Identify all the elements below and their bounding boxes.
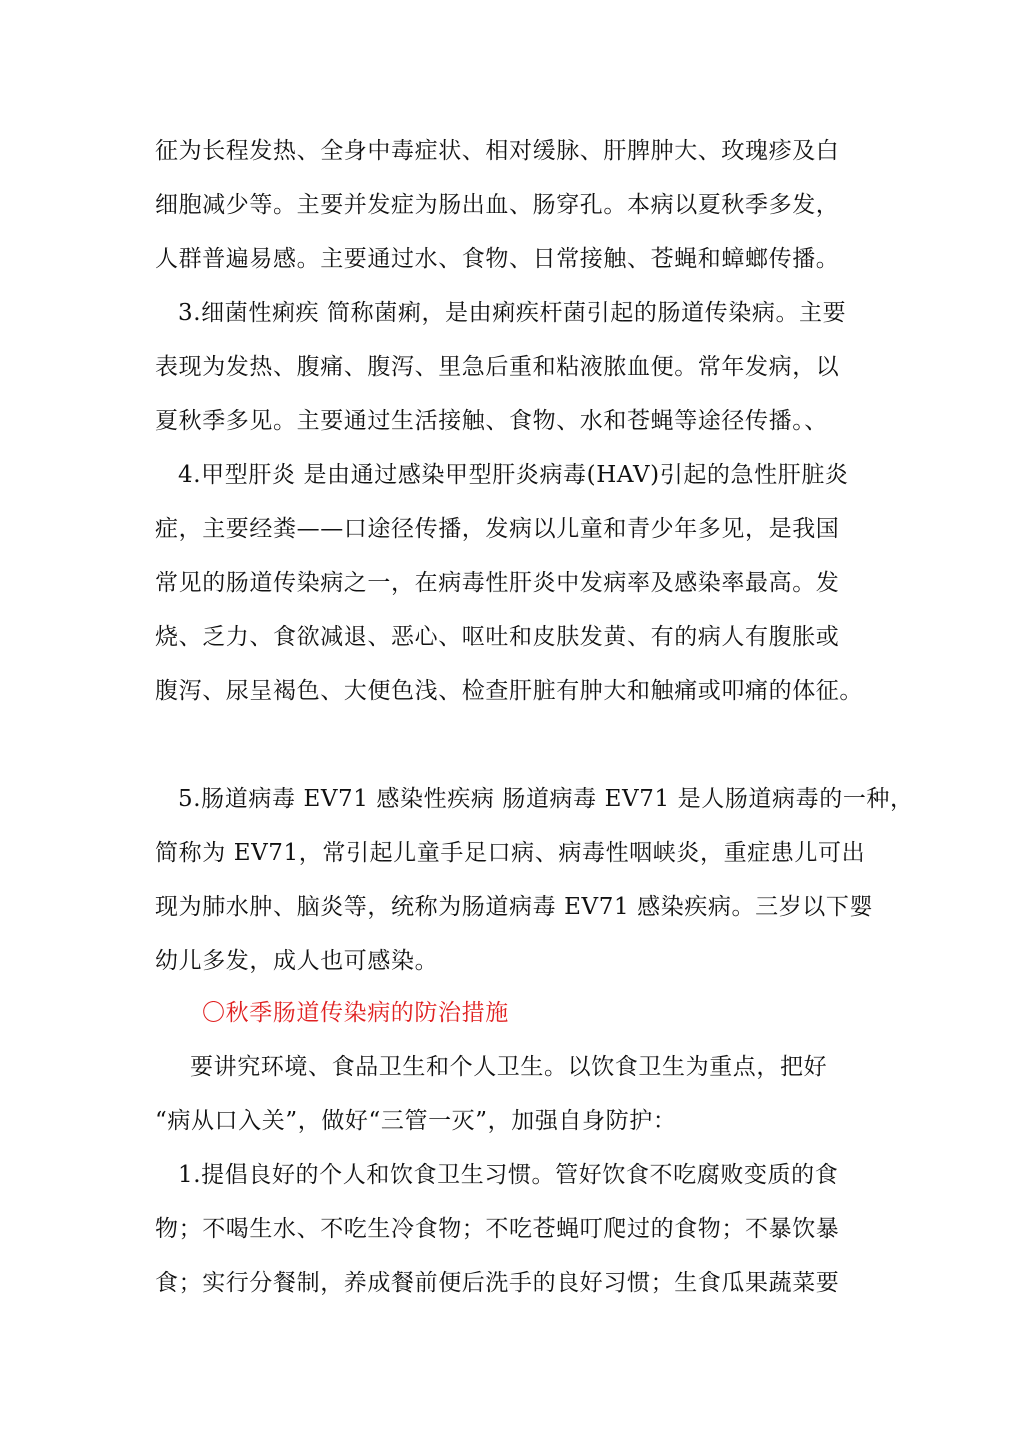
paragraph-line: 现为肺水肿、脑炎等，统称为肠道病毒 EV71 感染疾病。三岁以下婴	[155, 894, 874, 920]
paragraph-line: 症，主要经粪——口途径传播，发病以儿童和青少年多见，是我国	[155, 516, 840, 542]
paragraph-line: 幼儿多发，成人也可感染。	[155, 948, 439, 974]
paragraph-line: 食；实行分餐制，养成餐前便后洗手的良好习惯；生食瓜果蔬菜要	[155, 1270, 840, 1296]
paragraph-line: 烧、乏力、食欲减退、恶心、呕吐和皮肤发黄、有的病人有腹胀或	[155, 624, 840, 650]
paragraph-line: 5.肠道病毒 EV71 感染性疾病 肠道病毒 EV71 是人肠道病毒的一种，	[178, 786, 914, 812]
paragraph-line: 表现为发热、腹痛、腹泻、里急后重和粘液脓血便。常年发病，以	[155, 354, 840, 380]
paragraph-line: 1.提倡良好的个人和饮食卫生习惯。管好饮食不吃腐败变质的食	[178, 1162, 839, 1188]
paragraph-line: 3.细菌性痢疾 简称菌痢，是由痢疾杆菌引起的肠道传染病。主要	[178, 300, 847, 326]
paragraph-line: 征为长程发热、全身中毒症状、相对缓脉、肝脾肿大、玫瑰疹及白	[155, 138, 840, 164]
paragraph-line: 夏秋季多见。主要通过生活接触、食物、水和苍蝇等途径传播。、	[155, 408, 828, 434]
paragraph-line: 人群普遍易感。主要通过水、食物、日常接触、苍蝇和蟑螂传播。	[155, 246, 840, 272]
paragraph-line: 简称为 EV71，常引起儿童手足口病、病毒性咽峡炎，重症患儿可出	[155, 840, 866, 866]
section-heading: 〇秋季肠道传染病的防治措施	[202, 1000, 509, 1026]
paragraph-line: 腹泻、尿呈褐色、大便色浅、检查肝脏有肿大和触痛或叩痛的体征。	[155, 678, 863, 704]
paragraph-line: “病从口入关”，做好“三管一灭”，加强自身防护：	[155, 1108, 677, 1134]
paragraph-line: 常见的肠道传染病之一，在病毒性肝炎中发病率及感染率最高。发	[155, 570, 840, 596]
paragraph-line: 要讲究环境、食品卫生和个人卫生。以饮食卫生为重点，把好	[190, 1054, 828, 1080]
paragraph-line: 4.甲型肝炎 是由通过感染甲型肝炎病毒(HAV)引起的急性肝脏炎	[178, 462, 849, 488]
paragraph-line: 细胞减少等。主要并发症为肠出血、肠穿孔。本病以夏秋季多发，	[155, 192, 840, 218]
paragraph-line: 物；不喝生水、不吃生冷食物；不吃苍蝇叮爬过的食物；不暴饮暴	[155, 1216, 840, 1242]
